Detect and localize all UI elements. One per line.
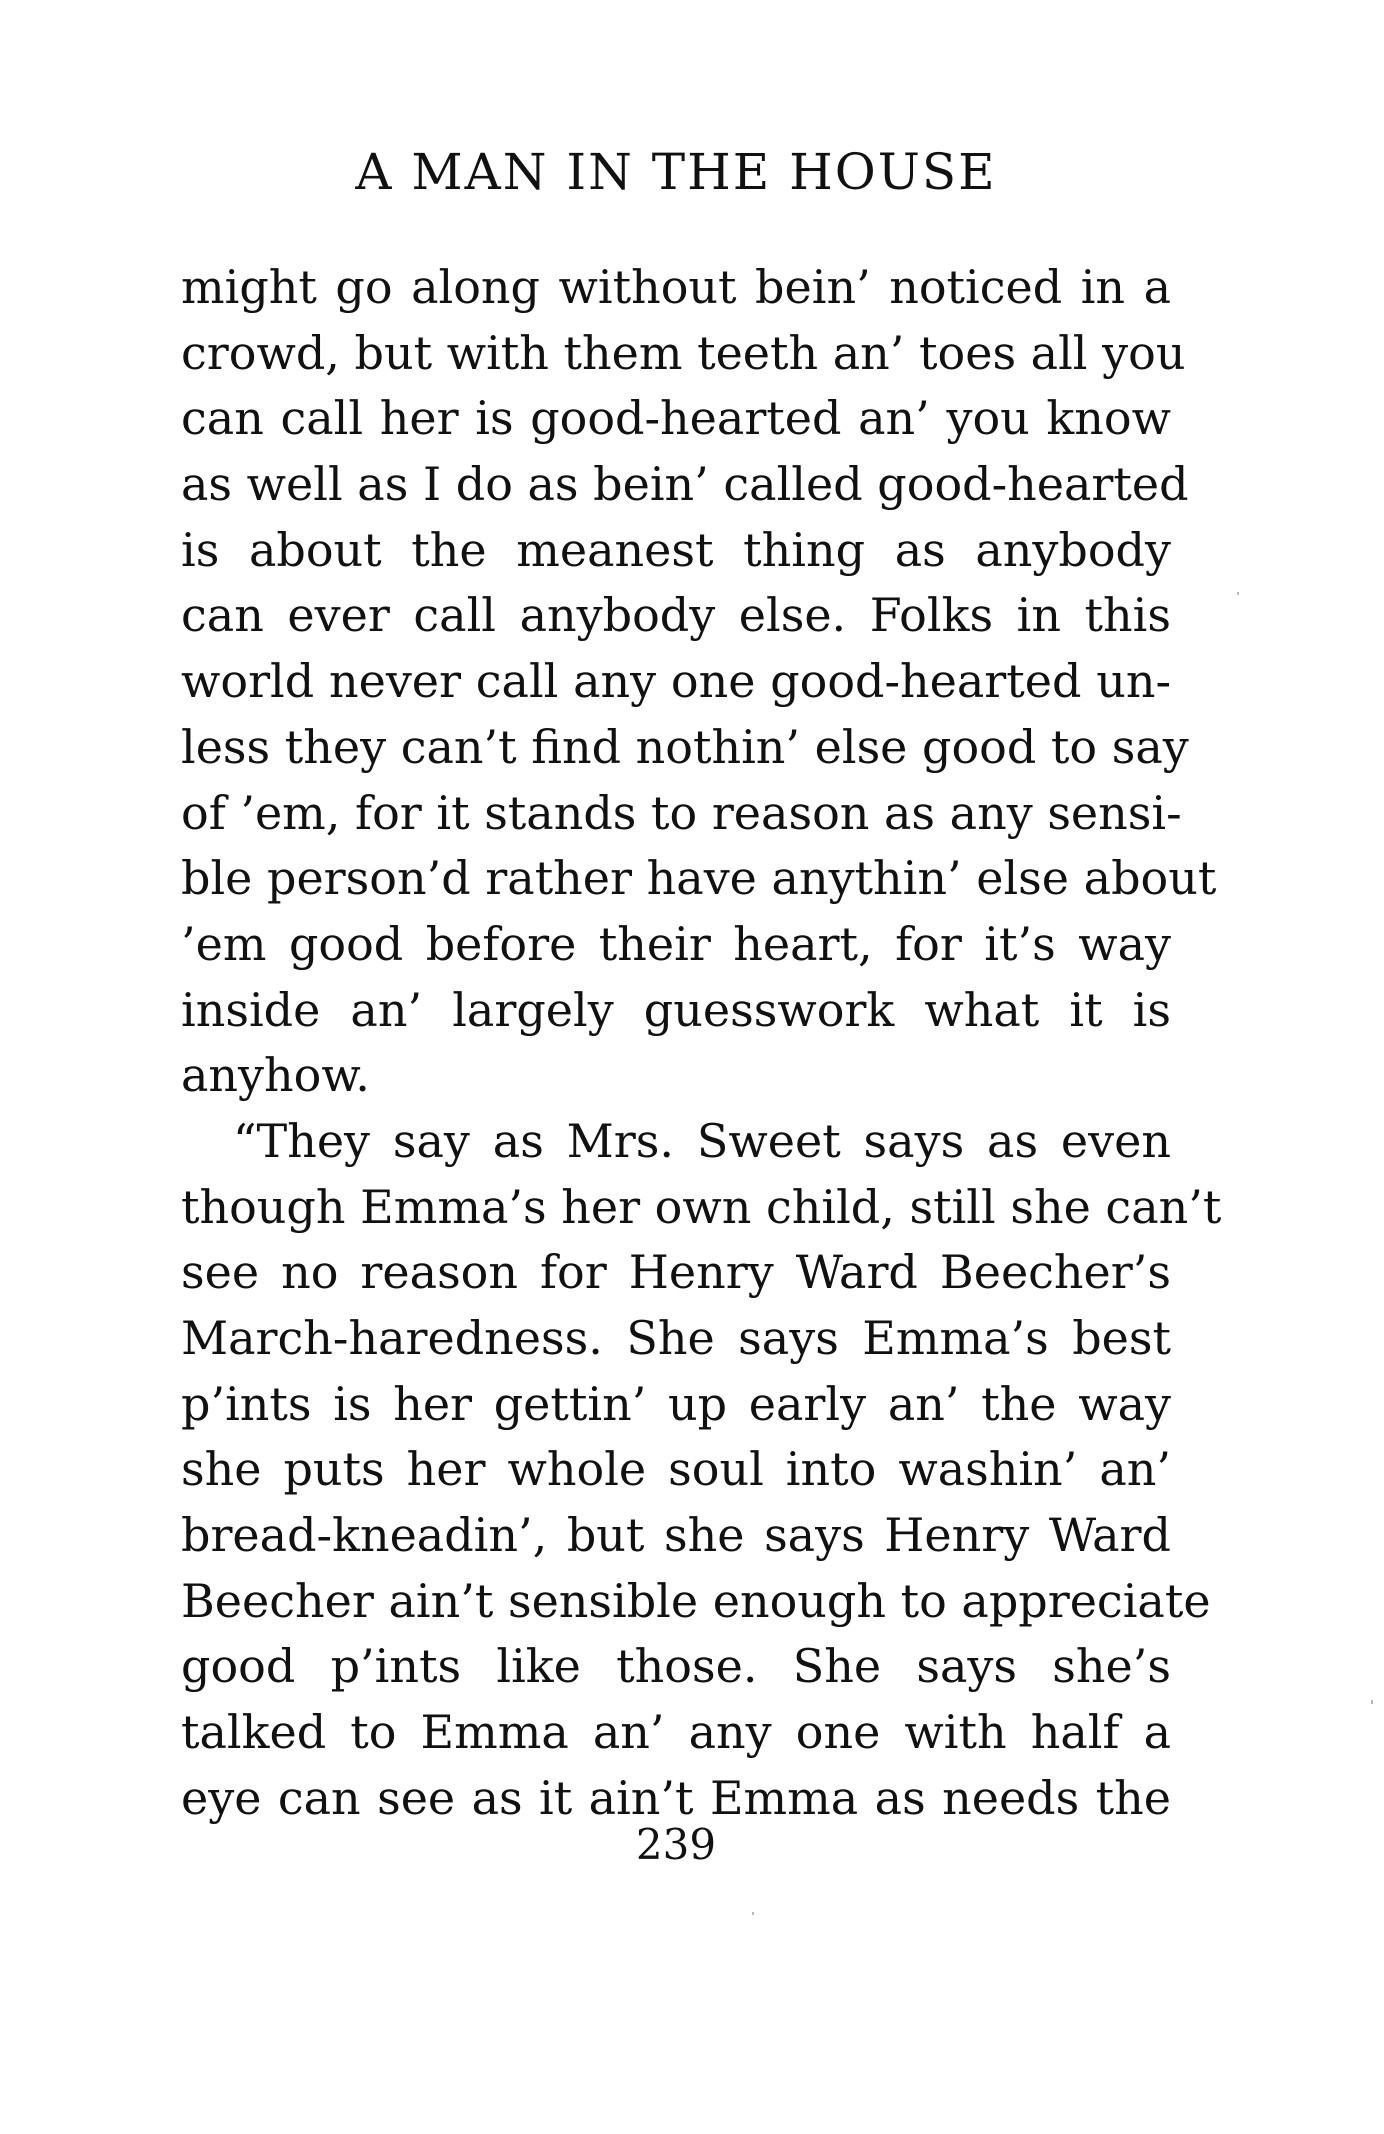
text-line: crowd, but with them teeth an’ toes all you: [181, 325, 1186, 380]
scan-speck: [1237, 592, 1239, 595]
text-line: good p’ints like those. She says she’s: [181, 1639, 1171, 1694]
scan-speck: [752, 1912, 754, 1915]
text-line: inside an’ largely guesswork what it is: [181, 982, 1171, 1037]
text-line: is about the meanest thing as anybody: [181, 522, 1171, 577]
text-line: ble person’d rather have anythin’ else about: [181, 851, 1217, 906]
text-line: March-haredness. She says Emma’s best: [181, 1311, 1171, 1365]
text-line: can ever call anybody else. Folks in this: [181, 588, 1171, 643]
text-line: of ’em, for it stands to reason as any sensi-: [181, 785, 1182, 840]
text-line: see no reason for Henry Ward Beecher’s: [181, 1245, 1171, 1300]
body-text: [181, 255, 1222, 1832]
running-head: A MAN IN THE HOUSE: [355, 143, 997, 201]
text-line: can call her is good-hearted an’ you know: [181, 391, 1171, 446]
text-line: as well as I do as bein’ called good-hearted: [181, 457, 1189, 512]
scan-speck: [1371, 1700, 1373, 1704]
text-line: eye can see as it ain’t Emma as needs the: [181, 1770, 1171, 1825]
text-line: Beecher ain’t sensible enough to appreciate: [181, 1573, 1211, 1628]
text-line: anyhow.: [181, 1048, 370, 1103]
text-line: ’em good before their heart, for it’s way: [181, 916, 1171, 971]
text-line: she puts her whole soul into washin’ an’: [181, 1442, 1171, 1497]
text-line: might go along without bein’ noticed in a: [181, 260, 1171, 314]
text-line: talked to Emma an’ any one with half a: [181, 1705, 1171, 1760]
text-line: world never call any one good-hearted un-: [181, 654, 1171, 709]
page-number: 239: [635, 1820, 717, 1869]
text-line: less they can’t find nothin’ else good to say: [181, 719, 1189, 774]
text-line: “They say as Mrs. Sweet says as even: [233, 1113, 1171, 1168]
text-line: bread-kneadin’, but she says Henry Ward: [181, 1508, 1171, 1563]
text-line: p’ints is her gettin’ up early an’ the way: [181, 1376, 1171, 1431]
text-line: though Emma’s her own child, still she can’t: [181, 1179, 1222, 1234]
